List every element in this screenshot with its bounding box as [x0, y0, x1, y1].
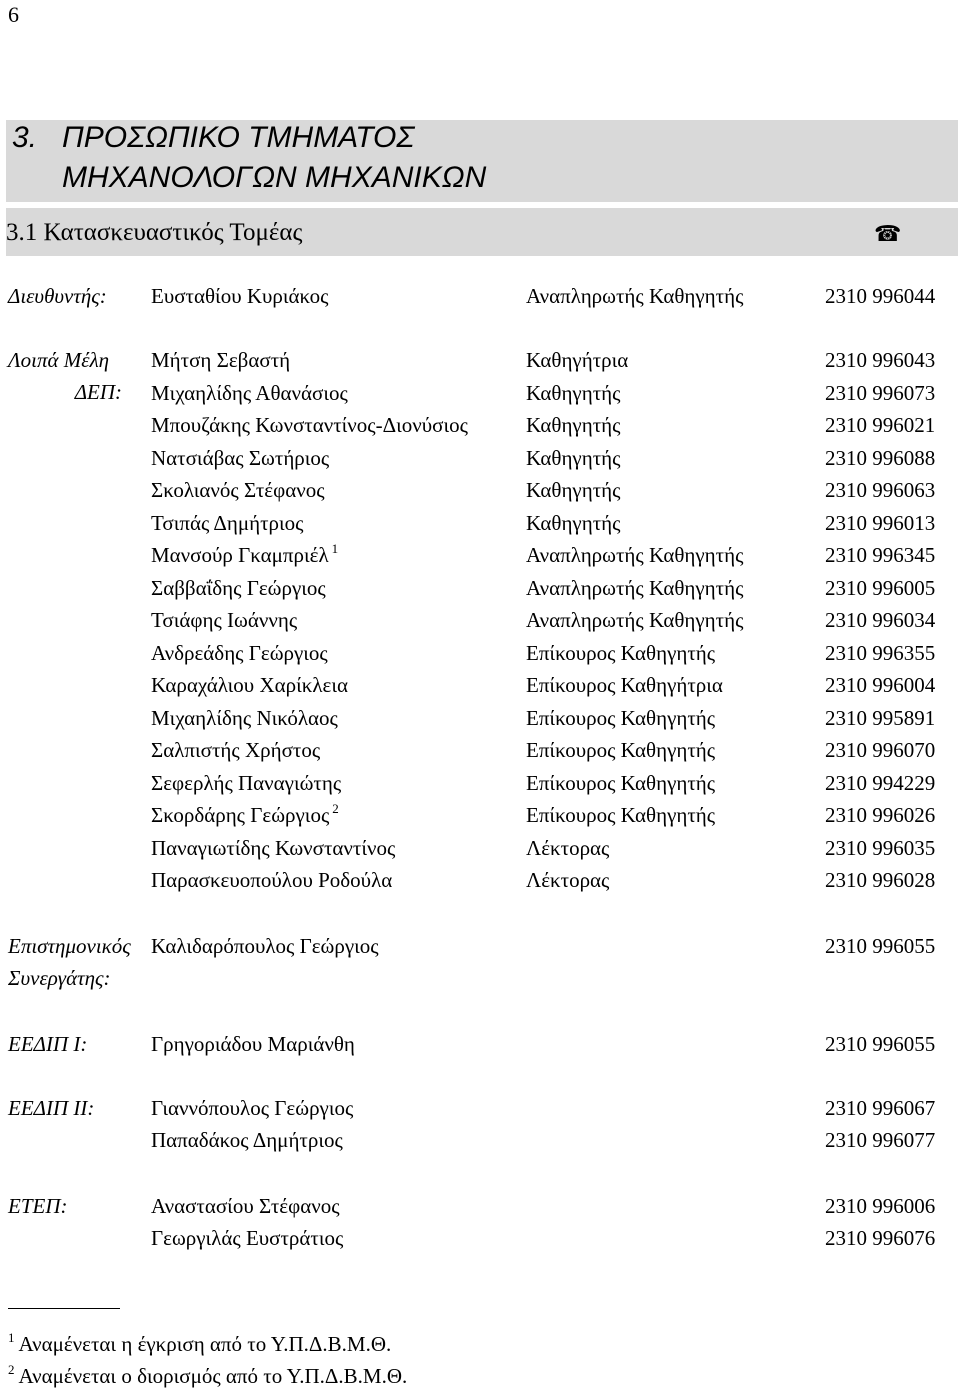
member-name-text: Σκολιανός Στέφανος [151, 478, 325, 502]
eedip2-row [0, 1126, 960, 1156]
member-phone: 2310 996043 [825, 348, 936, 372]
member-title: Λέκτορας [526, 836, 610, 860]
member-title: Καθηγητής [526, 511, 621, 535]
etep-phone: 2310 996076 [825, 1226, 936, 1250]
eedip2-label: ΕΕΔΙΠ ΙΙ: [8, 1096, 95, 1120]
member-name-text: Παναγιωτίδης Κωνσταντίνος [151, 836, 396, 860]
member-name [151, 671, 348, 699]
member-name [151, 801, 339, 829]
member-name-text: Μήτση Σεβαστή [151, 348, 291, 372]
scientific-collaborator-label-2: Συνεργάτης: [8, 966, 111, 990]
director-name: Ευσταθίου Κυριάκος [151, 284, 329, 308]
member-name-text: Ανδρεάδης Γεώργιος [151, 641, 328, 665]
section-title: 3.1 Κατασκευαστικός Τομέας [6, 219, 303, 246]
member-name [151, 866, 392, 894]
member-row [0, 736, 960, 766]
member-row [0, 444, 960, 474]
member-row [0, 834, 960, 864]
member-name-text: Σκορδάρης Γεώργιος [151, 803, 330, 827]
member-title: Επίκουρος Καθηγητής [526, 641, 716, 665]
member-title: Επίκουρος Καθηγητής [526, 706, 716, 730]
footnote-separator [8, 1308, 120, 1309]
member-phone: 2310 996345 [825, 543, 936, 567]
member-name-text: Σαλπιστής Χρήστος [151, 738, 321, 762]
member-title: Επίκουρος Καθηγητής [526, 738, 716, 762]
member-title: Επίκουρος Καθηγητής [526, 803, 716, 827]
member-phone: 2310 996073 [825, 381, 936, 405]
etep-phone: 2310 996006 [825, 1194, 936, 1218]
member-row [0, 346, 960, 376]
member-name [151, 574, 326, 602]
member-name-text: Παρασκευοπούλου Ροδούλα [151, 868, 393, 892]
eedip2-phone: 2310 996067 [825, 1096, 936, 1120]
member-row [0, 671, 960, 701]
member-row [0, 769, 960, 799]
member-phone: 2310 996034 [825, 608, 936, 632]
director-label: Διευθυντής: [8, 284, 107, 308]
eedip1-row [0, 1030, 960, 1060]
telephone-icon: ☎ [874, 222, 902, 247]
member-phone: 2310 996021 [825, 413, 936, 437]
member-row [0, 541, 960, 571]
member-title: Καθηγητής [526, 446, 621, 470]
scientific-collaborator-phone: 2310 996055 [825, 934, 936, 958]
member-phone: 2310 994229 [825, 771, 936, 795]
member-name-text: Τσιπάς Δημήτριος [151, 511, 304, 535]
member-name [151, 704, 338, 732]
chapter-heading [6, 120, 958, 202]
member-row [0, 509, 960, 539]
member-title: Επίκουρος Καθηγήτρια [526, 673, 723, 697]
member-name [151, 769, 341, 797]
member-title: Αναπληρωτής Καθηγητής [526, 608, 744, 632]
eedip1-label: ΕΕΔΙΠ Ι: [8, 1032, 88, 1056]
eedip1-phone: 2310 996055 [825, 1032, 936, 1056]
member-phone: 2310 996355 [825, 641, 936, 665]
member-row [0, 411, 960, 441]
section-heading [6, 208, 958, 256]
member-phone: 2310 995891 [825, 706, 936, 730]
member-row [0, 606, 960, 636]
footnote [8, 1330, 391, 1358]
member-phone: 2310 996088 [825, 446, 936, 470]
scientific-collaborator-row-2 [0, 964, 960, 994]
member-name [151, 476, 325, 504]
member-phone: 2310 996063 [825, 478, 936, 502]
member-name [151, 509, 303, 537]
member-name [151, 541, 338, 569]
chapter-number: 3. [12, 121, 38, 154]
member-name-text: Νατσιάβας Σωτήριος [151, 446, 330, 470]
member-name [151, 444, 329, 472]
member-row [0, 639, 960, 669]
member-title: Αναπληρωτής Καθηγητής [526, 576, 744, 600]
member-row [0, 574, 960, 604]
member-title: Λέκτορας [526, 868, 610, 892]
member-name-text: Μιχαηλίδης Αθανάσιος [151, 381, 348, 405]
member-row [0, 476, 960, 506]
director-row [0, 282, 960, 312]
chapter-title-line-1: ΠΡΟΣΩΠΙΚΟ ΤΜΗΜΑΤΟΣ [62, 121, 415, 154]
member-phone: 2310 996005 [825, 576, 936, 600]
scientific-collaborator-row [0, 932, 960, 962]
eedip2-name: Παπαδάκος Δημήτριος [151, 1128, 343, 1152]
member-row [0, 379, 960, 409]
member-row [0, 866, 960, 896]
member-name [151, 606, 297, 634]
member-name-text: Σαββαΐδης Γεώργιος [151, 576, 326, 600]
member-name-text: Μπουζάκης Κωνσταντίνος-Διονύσιος [151, 413, 468, 437]
director-title: Αναπληρωτής Καθηγητής [526, 284, 744, 308]
chapter-title-line-2: ΜΗΧΑΝΟΛΟΓΩΝ ΜΗΧΑΝΙΚΩΝ [62, 161, 487, 194]
member-name-text: Μανσούρ Γκαμπριέλ [151, 543, 329, 567]
member-row [0, 704, 960, 734]
etep-name: Αναστασίου Στέφανος [151, 1194, 340, 1218]
member-name [151, 346, 290, 374]
member-title: Καθηγητής [526, 478, 621, 502]
member-name-text: Σεφερλής Παναγιώτης [151, 771, 342, 795]
eedip2-row [0, 1094, 960, 1124]
etep-name: Γεωργιλάς Ευστράτιος [151, 1226, 344, 1250]
footnote-reference: 1 [331, 541, 339, 556]
footnote [8, 1362, 407, 1390]
eedip1-name: Γρηγοριάδου Μαριάνθη [151, 1032, 355, 1056]
member-name-text: Μιχαηλίδης Νικόλαος [151, 706, 338, 730]
etep-row [0, 1192, 960, 1222]
member-phone: 2310 996070 [825, 738, 936, 762]
member-phone: 2310 996013 [825, 511, 936, 535]
member-phone: 2310 996004 [825, 673, 936, 697]
footnote-text: Αναμένεται η έγκριση από το Υ.Π.Δ.Β.Μ.Θ. [18, 1332, 392, 1356]
footnote-mark: 2 [8, 1362, 15, 1377]
members-label-dep: ΔΕΠ: [74, 380, 122, 404]
scientific-collaborator-label: Επιστημονικός [8, 934, 131, 958]
member-name-text: Τσιάφης Ιωάννης [151, 608, 298, 632]
member-title: Αναπληρωτής Καθηγητής [526, 543, 744, 567]
member-phone: 2310 996035 [825, 836, 936, 860]
eedip2-phone: 2310 996077 [825, 1128, 936, 1152]
member-row [0, 801, 960, 831]
member-name [151, 639, 328, 667]
member-phone: 2310 996026 [825, 803, 936, 827]
eedip2-name: Γιαννόπουλος Γεώργιος [151, 1096, 354, 1120]
member-name [151, 411, 468, 439]
member-title: Καθηγήτρια [526, 348, 629, 372]
page-number: 6 [8, 2, 19, 27]
footnote-mark: 1 [8, 1330, 15, 1345]
etep-row [0, 1224, 960, 1254]
member-name-text: Καραχάλιου Χαρίκλεια [151, 673, 348, 697]
etep-label: ΕΤΕΠ: [8, 1194, 68, 1218]
member-title: Καθηγητής [526, 381, 621, 405]
scientific-collaborator-name: Καλιδαρόπουλος Γεώργιος [151, 934, 379, 958]
member-title: Επίκουρος Καθηγητής [526, 771, 716, 795]
members-label: Λοιπά Μέλη [8, 348, 110, 372]
member-name [151, 834, 395, 862]
member-name [151, 379, 348, 407]
footnote-reference: 2 [332, 801, 339, 816]
director-phone: 2310 996044 [825, 284, 936, 308]
member-name [151, 736, 320, 764]
member-phone: 2310 996028 [825, 868, 936, 892]
member-title: Καθηγητής [526, 413, 621, 437]
footnote-text: Αναμένεται ο διορισμός από το Υ.Π.Δ.Β.Μ.Θ. [18, 1364, 408, 1388]
